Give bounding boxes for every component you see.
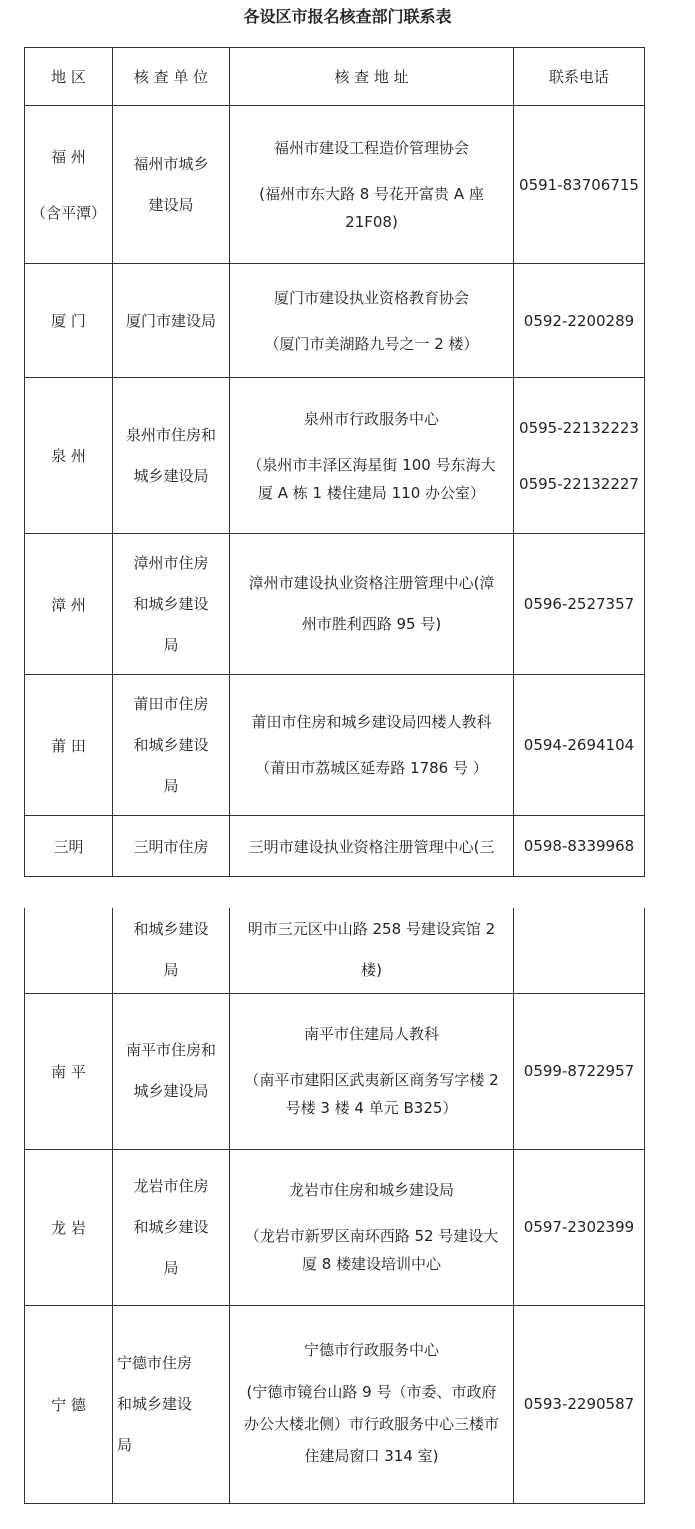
unit-line: 局 bbox=[117, 1435, 133, 1454]
phone-cell bbox=[514, 993, 645, 1149]
address-cell bbox=[230, 534, 514, 675]
phone-cell bbox=[514, 106, 645, 264]
phone-cell bbox=[514, 675, 645, 816]
unit-line: 局 bbox=[163, 635, 179, 654]
unit-cell bbox=[113, 908, 230, 993]
address-line: 明市三元区中山路 258 号建设宾馆 2 bbox=[247, 920, 496, 939]
address-line: 州市胜利西路 95 号) bbox=[301, 615, 442, 633]
address-cell bbox=[230, 1149, 514, 1305]
phone-number: 0591-83706715 bbox=[519, 175, 639, 194]
unit-line: 局 bbox=[163, 961, 179, 980]
phone-number: 0594-2694104 bbox=[523, 736, 635, 754]
unit-cell bbox=[113, 1305, 230, 1503]
address-line: （莆田市荔城区延寿路 1786 号 ） bbox=[255, 759, 488, 777]
address-cell bbox=[230, 1305, 514, 1503]
table-row-sanming-continued bbox=[25, 908, 645, 993]
region-line: 泉 州 bbox=[51, 447, 86, 465]
phone-cell bbox=[514, 534, 645, 675]
phone-number: 0593-2290587 bbox=[523, 1395, 635, 1413]
table-row-zhangzhou bbox=[25, 534, 645, 675]
address-line: （厦门市美湖路九号之一 2 楼） bbox=[264, 334, 479, 353]
unit-line: 三明市住房 bbox=[133, 837, 209, 856]
address-line: 21F08) bbox=[345, 212, 398, 231]
phone-cell bbox=[514, 1305, 645, 1503]
address-line: 厦 A 栋 1 楼住建局 110 办公室） bbox=[257, 483, 486, 502]
address-line: 号楼 3 楼 4 单元 B325） bbox=[285, 1099, 458, 1117]
address-line: 楼) bbox=[361, 961, 382, 980]
unit-line: 和城乡建设 bbox=[133, 594, 209, 613]
address-cell bbox=[230, 993, 514, 1149]
phone-cell bbox=[514, 908, 645, 993]
unit-line: 福州市城乡 bbox=[133, 154, 209, 173]
region-cell bbox=[25, 908, 113, 993]
address-line: (宁德市镜台山路 9 号（市委、市政府 bbox=[246, 1383, 497, 1401]
unit-line: 和城乡建设 bbox=[133, 1217, 209, 1236]
unit-cell bbox=[113, 675, 230, 816]
region-cell bbox=[25, 106, 113, 264]
table-row-longyan bbox=[25, 1149, 645, 1305]
table-row-putian bbox=[25, 675, 645, 816]
table-row-fuzhou bbox=[25, 106, 645, 264]
header-region: 地 区 bbox=[25, 48, 113, 106]
unit-line: 南平市住房和 bbox=[125, 1041, 216, 1059]
table-row-quanzhou bbox=[25, 378, 645, 534]
region-cell bbox=[25, 534, 113, 675]
unit-cell bbox=[113, 1149, 230, 1305]
phone-cell bbox=[514, 1149, 645, 1305]
phone-number: 0595-22132227 bbox=[519, 474, 639, 493]
table-row-sanming bbox=[25, 816, 645, 877]
unit-cell bbox=[113, 378, 230, 534]
address-line: 办公大楼北侧）市行政服务中心三楼市 bbox=[243, 1415, 499, 1433]
address-cell bbox=[230, 675, 514, 816]
region-cell bbox=[25, 378, 113, 534]
phone-cell bbox=[514, 264, 645, 378]
phone-number: 0592-2200289 bbox=[523, 311, 635, 330]
header-unit: 核 查 单 位 bbox=[113, 48, 230, 106]
region-line: 宁 德 bbox=[51, 1395, 86, 1414]
region-line: 莆 田 bbox=[51, 736, 86, 755]
unit-line: 漳州市住房 bbox=[133, 553, 209, 572]
region-cell bbox=[25, 264, 113, 378]
region-cell bbox=[25, 675, 113, 816]
address-cell bbox=[230, 908, 514, 993]
unit-line: 和城乡建设 bbox=[133, 735, 209, 754]
unit-line: 建设局 bbox=[148, 195, 194, 214]
unit-cell bbox=[113, 534, 230, 675]
unit-line: 局 bbox=[163, 776, 179, 795]
table-header-row bbox=[25, 48, 645, 106]
region-line: 龙 岩 bbox=[51, 1218, 86, 1237]
phone-cell bbox=[514, 378, 645, 534]
contact-table-part-1 bbox=[24, 47, 645, 877]
address-line: （龙岩市新罗区南环西路 52 号建设大 bbox=[244, 1227, 499, 1245]
unit-line: 局 bbox=[163, 1258, 179, 1277]
region-line: 南 平 bbox=[51, 1062, 86, 1081]
phone-number: 0597-2302399 bbox=[523, 1218, 635, 1236]
address-line: （泉州市丰泽区海星街 100 号东海大 bbox=[247, 455, 496, 474]
address-line: 厦门市建设执业资格教育协会 bbox=[273, 288, 469, 307]
phone-number: 0596-2527357 bbox=[523, 595, 635, 613]
region-line: 三明 bbox=[53, 837, 84, 856]
unit-line: 宁德市住房 bbox=[117, 1353, 193, 1372]
unit-cell bbox=[113, 993, 230, 1149]
region-line: 漳 州 bbox=[51, 595, 86, 614]
address-line: 三明市建设执业资格注册管理中心(三 bbox=[248, 837, 495, 856]
address-line: 南平市住建局人教科 bbox=[303, 1025, 439, 1043]
unit-cell bbox=[113, 816, 230, 877]
unit-line: 泉州市住房和 bbox=[125, 425, 216, 444]
region-cell bbox=[25, 993, 113, 1149]
unit-line: 和城乡建设 bbox=[117, 1394, 193, 1413]
header-address: 核 查 地 址 bbox=[230, 48, 514, 106]
unit-line: 和城乡建设 bbox=[133, 920, 209, 939]
header-phone: 联系电话 bbox=[514, 48, 645, 106]
address-line: (福州市东大路 8 号花开富贵 A 座 bbox=[259, 184, 484, 203]
address-cell bbox=[230, 264, 514, 378]
address-line: 龙岩市住房和城乡建设局 bbox=[288, 1181, 454, 1199]
address-line: （南平市建阳区武夷新区商务写字楼 2 bbox=[244, 1071, 499, 1089]
table-row-ningde bbox=[25, 1305, 645, 1503]
address-line: 住建局窗口 314 室) bbox=[304, 1447, 439, 1465]
address-cell bbox=[230, 378, 514, 534]
unit-line: 城乡建设局 bbox=[133, 466, 209, 485]
contact-table-part-2 bbox=[24, 908, 645, 1504]
phone-number: 0598-8339968 bbox=[523, 837, 635, 855]
address-cell bbox=[230, 106, 514, 264]
address-line: 厦 8 楼建设培训中心 bbox=[301, 1255, 442, 1273]
unit-line: 城乡建设局 bbox=[133, 1082, 209, 1100]
region-line: 福 州 bbox=[51, 147, 86, 166]
address-line: 宁德市行政服务中心 bbox=[303, 1341, 439, 1359]
table-row-nanping bbox=[25, 993, 645, 1149]
region-line: （含平潭） bbox=[30, 203, 106, 222]
region-line: 厦 门 bbox=[51, 312, 86, 330]
region-cell bbox=[25, 816, 113, 877]
unit-cell bbox=[113, 106, 230, 264]
region-cell bbox=[25, 1305, 113, 1503]
address-line: 福州市建设工程造价管理协会 bbox=[273, 138, 469, 157]
address-line: 漳州市建设执业资格注册管理中心(漳 bbox=[248, 574, 495, 592]
phone-number: 0599-8722957 bbox=[523, 1062, 635, 1080]
unit-line: 厦门市建设局 bbox=[125, 312, 216, 330]
unit-cell bbox=[113, 264, 230, 378]
address-line: 泉州市行政服务中心 bbox=[303, 409, 439, 428]
address-line: 莆田市住房和城乡建设局四楼人教科 bbox=[251, 713, 492, 731]
page-title: 各设区市报名核查部门联系表 bbox=[243, 7, 452, 26]
address-cell bbox=[230, 816, 514, 877]
phone-cell bbox=[514, 816, 645, 877]
table-row-xiamen bbox=[25, 264, 645, 378]
unit-line: 龙岩市住房 bbox=[133, 1176, 209, 1195]
unit-line: 莆田市住房 bbox=[133, 694, 209, 713]
region-cell bbox=[25, 1149, 113, 1305]
phone-number: 0595-22132223 bbox=[519, 418, 639, 437]
